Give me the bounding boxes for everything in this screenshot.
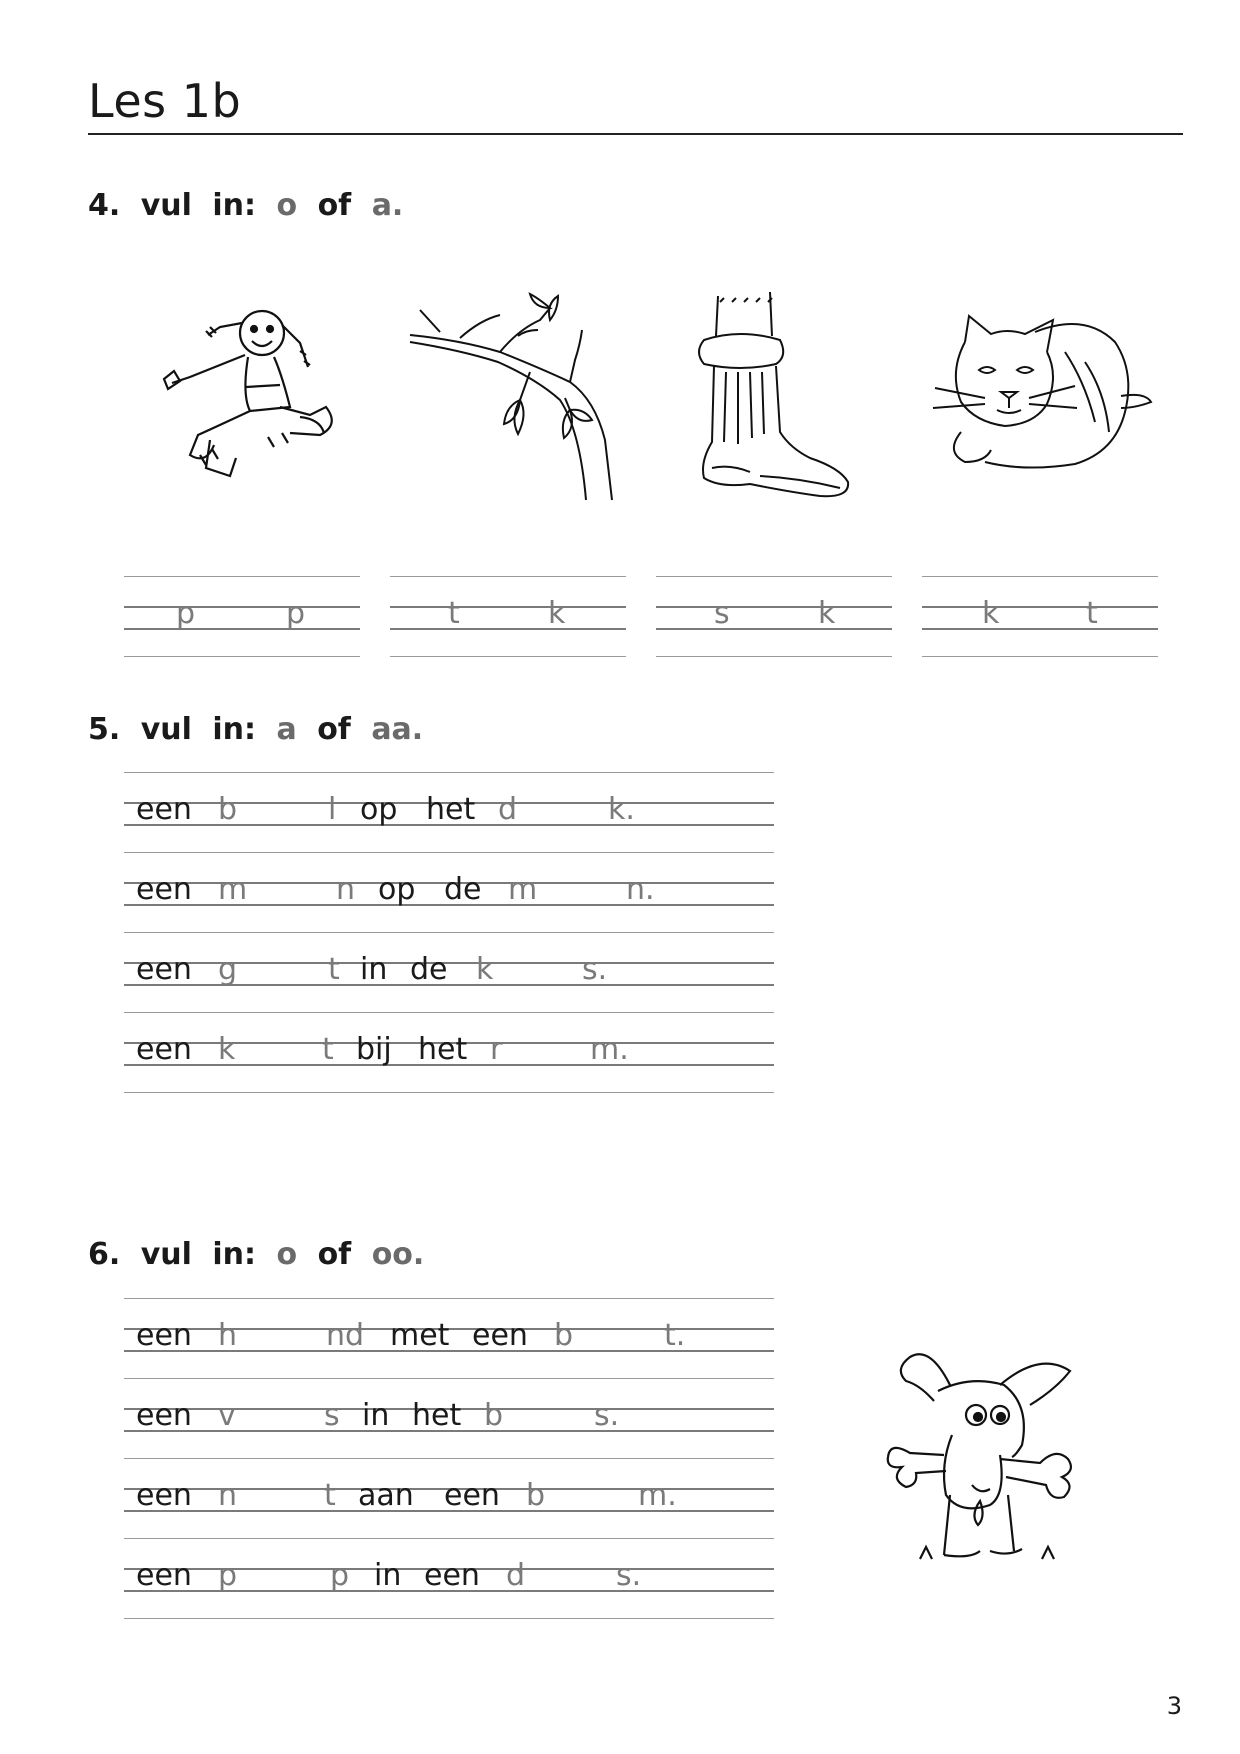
exercise-4-heading: 4. vul in: o of a. — [88, 188, 404, 223]
dog-with-bone-picture — [880, 1345, 1090, 1570]
exercise-number: 6. — [88, 1237, 121, 1272]
exercise-number: 4. — [88, 188, 121, 223]
sentence-line[interactable]: een m n op de m n. — [124, 852, 774, 936]
option-1: o — [276, 1237, 298, 1272]
page-number: 3 — [1166, 1692, 1182, 1720]
option-1: a — [276, 712, 297, 747]
sock-picture — [690, 292, 860, 507]
answer-line-3[interactable]: s k — [656, 576, 892, 660]
option-1: o — [276, 188, 298, 223]
answer-line-1[interactable]: p p — [124, 576, 360, 660]
page-title: Les 1b — [88, 74, 242, 128]
exercise-6-heading: 6. vul in: o of oo. — [88, 1237, 425, 1272]
branch-picture — [400, 290, 620, 505]
sentence-line[interactable]: een n t aan een b m. — [124, 1458, 774, 1542]
answer-line-2[interactable]: t k — [390, 576, 626, 660]
option-2: a. — [371, 188, 404, 223]
sentence-line[interactable]: een p p in een d s. — [124, 1538, 774, 1622]
sentence-line[interactable]: een v s in het b s. — [124, 1378, 774, 1462]
cat-picture — [925, 312, 1155, 487]
title-divider — [88, 133, 1183, 135]
sentence-line[interactable]: een k t bij het r m. — [124, 1012, 774, 1096]
doll-picture — [150, 295, 340, 495]
option-2: aa. — [371, 712, 424, 747]
answer-line-4[interactable]: k t — [922, 576, 1158, 660]
sentence-line[interactable]: een h nd met een b t. — [124, 1298, 774, 1382]
exercise-5-heading: 5. vul in: a of aa. — [88, 712, 424, 747]
sentence-line[interactable]: een g t in de k s. — [124, 932, 774, 1016]
sentence-line[interactable]: een b l op het d k. — [124, 772, 774, 856]
option-2: oo. — [371, 1237, 425, 1272]
exercise-number: 5. — [88, 712, 121, 747]
